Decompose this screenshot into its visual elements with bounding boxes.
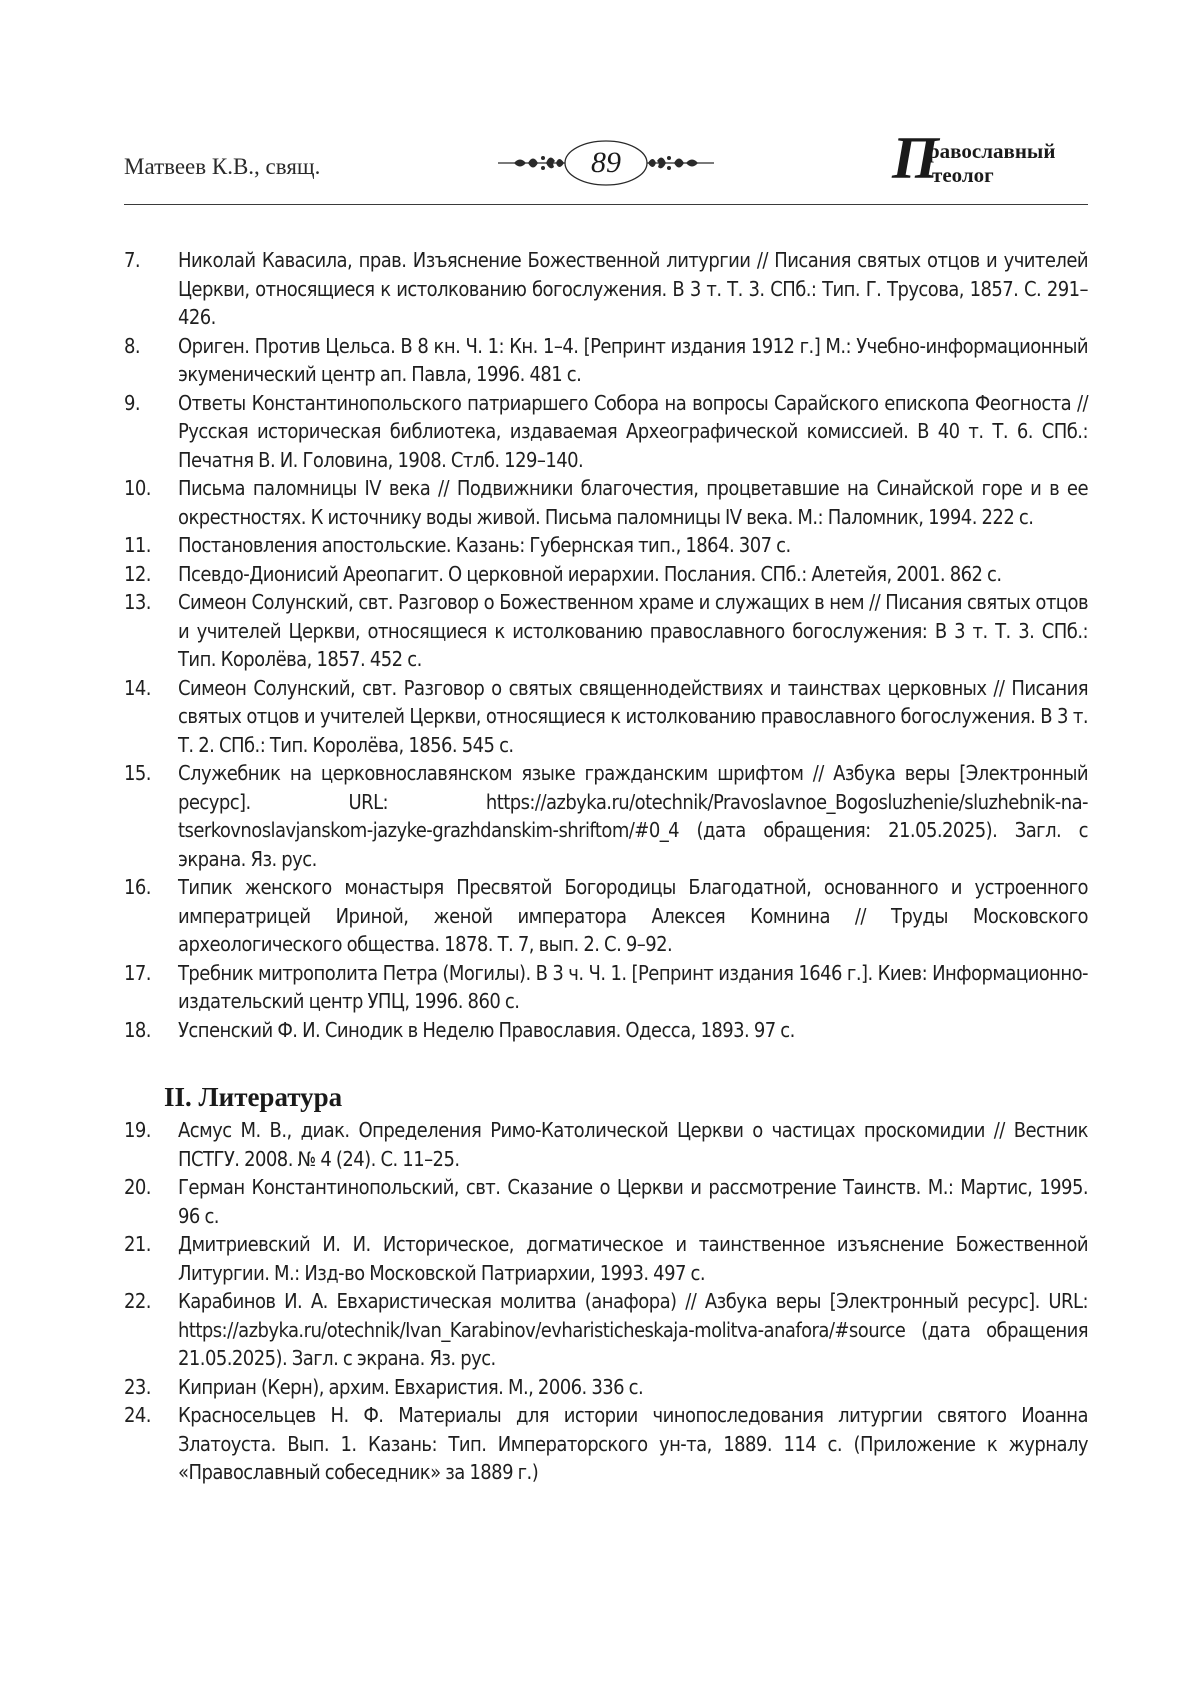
bib-entry <box>124 246 1088 332</box>
entry-text: Ориген. Против Цельса. В 8 кн. Ч. 1: Кн. 1–4. [Репринт издания 1912 г.] М.: Учебно-информационный экуменический центр ап. Павла, 1996. 481 с. <box>178 333 1088 386</box>
entry-text: Красносельцев Н. Ф. Материалы для истории чинопоследования литургии святого Иоанна Златоуста. Вып. 1. Казань: Тип. Императорского ун-та, 1889. 114 с. (Приложение к журналу «Православный собеседник» за 1889 г.) <box>178 1403 1088 1484</box>
entry-text: Симеон Солунский, свт. Разговор о святых священнодействиях и таинствах церковных // Писания святых отцов и учителей Церкви, относящиеся к истолкованию православного богослужения. В 3 т. Т. 2. СПб.: Тип. Королёва, 1856. 545 с. <box>178 675 1088 757</box>
entry-text: Николай Кавасила, прав. Изъяснение Божественной литургии // Писания святых отцов и учителей Церкви, относящиеся к истолкованию богослужения. В 3 т. Т. 3. СПб.: Тип. Г. Трусова, 1857. С. 291–426. <box>178 248 1088 329</box>
bib-entry <box>124 1173 1088 1230</box>
bib-entry <box>124 531 1088 560</box>
bib-entry <box>124 1401 1088 1487</box>
bib-entry <box>124 1230 1088 1287</box>
journal-logo-line2: теолог <box>932 163 994 187</box>
entry-number: 10. <box>124 476 151 500</box>
bib-entry <box>124 1016 1088 1045</box>
entry-text: Дмитриевский И. И. Историческое, догматическое и таинственное изъяснение Божественной Литургии. М.: Изд-во Московской Патриархии, 1993. 497 с. <box>178 1232 1088 1285</box>
bib-entry <box>124 332 1088 389</box>
entry-number: 14. <box>124 675 151 700</box>
entry-number: 21. <box>124 1232 151 1256</box>
entry-number: 19. <box>124 1118 151 1142</box>
journal-logo-line1: равославный <box>928 139 1056 163</box>
bib-entry <box>124 474 1088 531</box>
entry-text: Постановления апостольские. Казань: Губернская тип., 1864. 307 с. <box>178 533 791 557</box>
entry-text: Симеон Солунский, свт. Разговор о Божественном храме и служащих в нем // Писания святых отцов и учителей Церкви, относящиеся к истолкованию православного богослужения: В 3 т. Т. 3. СПб.: Тип. Королёва, 1857. 452 с. <box>178 590 1088 671</box>
journal-logo-initial: П <box>892 125 939 191</box>
bib-entry <box>124 1373 1088 1402</box>
entry-number: 17. <box>124 960 151 985</box>
entry-text: Типик женского монастыря Пресвятой Богородицы Благодатной, основанного и устроенного императрицей Ириной, женой императора Алексея Комнина // Труды Московского археологического общества. 1878. Т. 7, вып. 2. С. 9–92. <box>178 875 1088 956</box>
entry-text: Киприан (Керн), архим. Евхаристия. М., 2006. 336 с. <box>178 1374 644 1399</box>
entry-number: 7. <box>124 248 141 272</box>
bib-entry <box>124 588 1088 674</box>
entry-text: Асмус М. В., диак. Определения Римо-Католической Церкви о частицах проскомидии // Вестник ПСТГУ. 2008. № 4 (24). С. 11–25. <box>178 1118 1088 1171</box>
literature-list <box>124 1116 1088 1487</box>
bibliography <box>124 246 1088 1487</box>
entry-text: Успенский Ф. И. Синодик в Неделю Православия. Одесса, 1893. 97 с. <box>178 1017 795 1042</box>
entry-number: 12. <box>124 561 151 586</box>
entry-number: 24. <box>124 1403 151 1427</box>
entry-text: Псевдо-Дионисий Ареопагит. О церковной иерархии. Послания. СПб.: Алетейя, 2001. 862 с. <box>178 561 1002 586</box>
entry-text: Письма паломницы IV века // Подвижники благочестия, процветавшие на Синайской горе и в ее окрестностях. К источнику воды живой. Письма паломницы IV века. М.: Паломник, 1994. 222 с. <box>178 476 1088 529</box>
section-heading: II. Литература <box>164 1082 343 1112</box>
entry-number: 23. <box>124 1374 151 1399</box>
bib-entry <box>124 1116 1088 1173</box>
journal-logo <box>892 125 1088 192</box>
entry-text: Карабинов И. А. Евхаристическая молитва (анафора) // Азбука веры [Электронный ресурс]. URL: https://azbyka.ru/otechnik/Ivan_Karabinov/evharisticheskaja-molitva-anafora/#source (дата обращения 21.05.2025). Загл. с экрана. Яз. рус. <box>178 1289 1088 1370</box>
entry-number: 16. <box>124 875 151 899</box>
entry-text: Ответы Константинопольского патриаршего Собора на вопросы Сарайского епископа Феогноста // Русская историческая библиотека, издаваемая Археографической комиссией. В 40 т. Т. 6. СПб.: Печатня В. И. Головина, 1908. Стлб. 129–140. <box>178 390 1088 472</box>
bib-entry <box>124 873 1088 959</box>
bib-entry <box>124 759 1088 873</box>
entry-number: 9. <box>124 390 141 415</box>
bib-entry <box>124 560 1088 589</box>
entry-text: Служебник на церковнославянском языке гражданским шрифтом // Азбука веры [Электронный ресурс]. URL: https://azbyka.ru/otechnik/Pravoslavnoe_Bogosluzhenie/sluzhebnik-na-tserkovnoslavjanskom-jazyke-grazhdanskim-shriftom/#0_4 (дата обращения: 21.05.2025). Загл. с экрана. Яз. рус. <box>178 761 1088 871</box>
sources-list <box>124 246 1088 1044</box>
page-number-ornament <box>496 136 716 190</box>
bib-entry <box>124 674 1088 760</box>
entry-number: 15. <box>124 761 151 785</box>
entry-text: Герман Константинопольский, свт. Сказание о Церкви и рассмотрение Таинств. М.: Мартис, 1995. 96 с. <box>178 1175 1088 1228</box>
bib-entry <box>124 389 1088 475</box>
page-number: 89 <box>591 146 621 179</box>
bib-entry <box>124 1287 1088 1373</box>
entry-text: Требник митрополита Петра (Могилы). В 3 ч. Ч. 1. [Репринт издания 1646 г.]. Киев: Информационно-издательский центр УПЦ, 1996. 860 с. <box>178 960 1088 1013</box>
entry-number: 22. <box>124 1289 151 1313</box>
bib-entry <box>124 959 1088 1016</box>
running-head-author: Матвеев К.В., свящ. <box>124 154 321 179</box>
page-header <box>124 125 1088 205</box>
entry-number: 11. <box>124 533 151 557</box>
entry-number: 8. <box>124 333 141 358</box>
section-spacer <box>124 1044 1088 1082</box>
entry-number: 20. <box>124 1175 151 1199</box>
entry-number: 13. <box>124 590 151 614</box>
entry-number: 18. <box>124 1017 151 1042</box>
